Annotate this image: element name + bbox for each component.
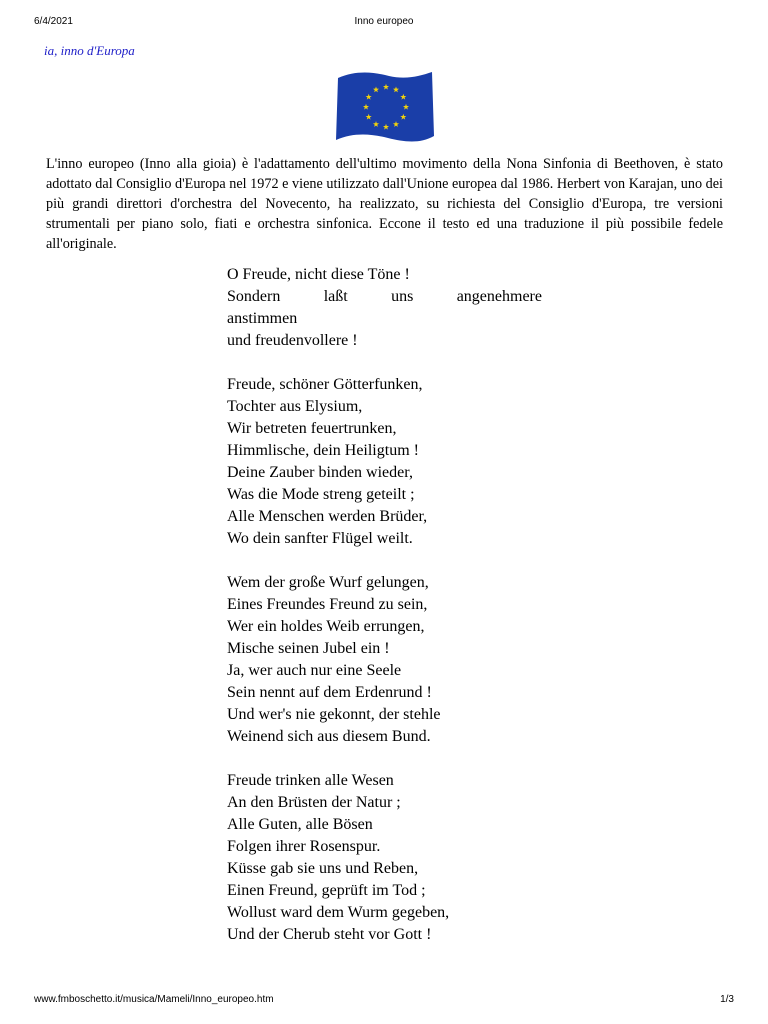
verse: Was die Mode streng geteilt ; — [227, 486, 415, 503]
verse: Alle Menschen werden Brüder, — [227, 508, 428, 525]
verse: Wo dein sanfter Flügel weilt. — [227, 530, 413, 547]
verse: anstimmen — [227, 310, 298, 327]
verse: Mische seinen Jubel ein ! — [227, 640, 390, 657]
print-title: Inno europeo — [354, 16, 414, 27]
verse: Wer ein holdes Weib errungen, — [227, 618, 425, 635]
print-header — [34, 16, 734, 30]
verse-word: uns — [391, 288, 414, 305]
verse-word: Sondern — [227, 288, 281, 305]
stanza — [227, 572, 542, 748]
intro-paragraph: L'inno europeo (Inno alla gioia) è l'adattamento dell'ultimo movimento della Nona Sinfonia di Beethoven, è stato adottato dal Consiglio d'Europa nel 1972 e viene utilizzato dall'Unione europea dal 1986. Herbert von Karajan, uno dei più grandi direttori d'orchestra del Novecento, ha realizzato, su richiesta del Consiglio d'Europa, tre versioni strumentali per piano solo, fiati e orchestra sinfonica. Eccone il testo ed una traduzione il più possibile fedele all'originale. — [46, 156, 723, 252]
verse: Und der Cherub steht vor Gott ! — [227, 926, 432, 943]
verse: Himmlische, dein Heiligtum ! — [227, 442, 419, 459]
verse: Und wer's nie gekonnt, der stehle — [227, 706, 441, 723]
verse-word: laßt — [323, 288, 348, 305]
verse: und freudenvollere ! — [227, 332, 358, 349]
verse: Freude, schöner Götterfunken, — [227, 376, 423, 393]
eu-flag-icon — [334, 70, 436, 146]
stanza — [227, 264, 542, 352]
verse: Deine Zauber binden wieder, — [227, 464, 413, 481]
verse: An den Brüsten der Natur ; — [227, 794, 401, 811]
page-url: www.fmboschetto.it/musica/Mameli/Inno_europeo.htm — [34, 994, 274, 1005]
verse: Alle Guten, alle Bösen — [227, 816, 373, 833]
flag-cloth — [336, 72, 434, 142]
stanza — [227, 770, 542, 946]
poem — [227, 264, 542, 968]
verse: Einen Freund, geprüft im Tod ; — [227, 882, 426, 899]
page-link[interactable]: ia, inno d'Europa — [44, 43, 135, 58]
verse: Weinend sich aus diesem Bund. — [227, 728, 431, 745]
verse-word: angenehmere — [456, 288, 542, 305]
verse — [227, 286, 542, 308]
verse: Tochter aus Elysium, — [227, 398, 363, 415]
verse: Wem der große Wurf gelungen, — [227, 574, 429, 591]
verse: Freude trinken alle Wesen — [227, 772, 394, 789]
stanza — [227, 374, 542, 550]
verse: Wir betreten feuertrunken, — [227, 420, 397, 437]
print-date: 6/4/2021 — [34, 16, 73, 27]
verse: Sein nennt auf dem Erdenrund ! — [227, 684, 432, 701]
verse: Eines Freundes Freund zu sein, — [227, 596, 428, 613]
page-number: 1/3 — [720, 994, 734, 1005]
verse: Folgen ihrer Rosenspur. — [227, 838, 381, 855]
verse: Küsse gab sie uns und Reben, — [227, 860, 419, 877]
verse: Ja, wer auch nur eine Seele — [227, 662, 402, 679]
verse: O Freude, nicht diese Töne ! — [227, 266, 410, 283]
verse: Wollust ward dem Wurm gegeben, — [227, 904, 450, 921]
print-footer — [34, 994, 734, 1008]
